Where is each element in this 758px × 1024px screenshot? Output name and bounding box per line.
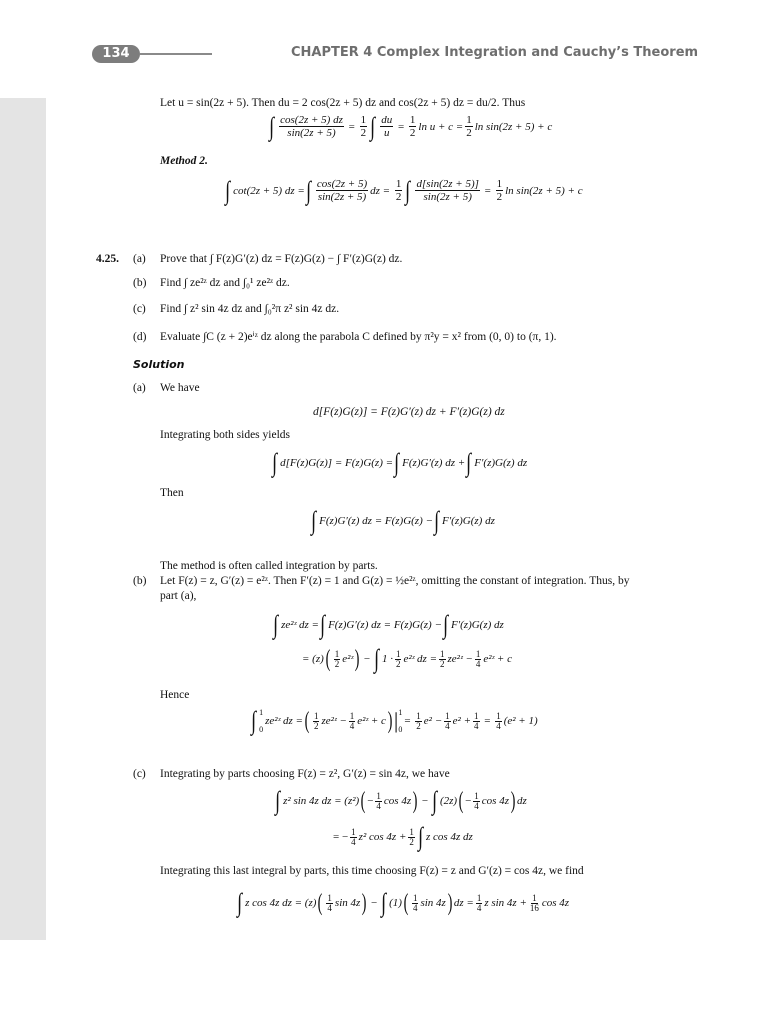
integral-sign: ∫	[370, 111, 376, 141]
fraction: $\frac{1}{2}$	[440, 648, 445, 669]
integral-sign: ∫	[433, 506, 439, 535]
fraction: $\frac{1}{4}$	[496, 710, 501, 731]
margin-shade	[0, 98, 46, 940]
solution-c-text: Integrating by parts choosing F(z) = z², G′(z) = sin 4z, we have	[160, 768, 450, 780]
solution-a-method: The method is often called integration by parts.	[160, 560, 378, 572]
problem-a-text: Prove that ∫ F(z)G′(z) dz = F(z)G(z) − ∫ F′(z)G(z) dz.	[160, 253, 403, 265]
fraction: $\frac{1}{4}$	[351, 826, 356, 847]
solution-b-text1: Let F(z) = z, G′(z) = e²ᶻ. Then F′(z) = 1 and G(z) = ½e²ᶻ, omitting the constant of integration. Thus, by	[160, 575, 630, 587]
solution-b-eq1: ∫ ze²ᶻ dz = ∫ F(z)G′(z) dz = F(z)G(z) − ∫ F′(z)G(z) dz	[273, 610, 504, 639]
solution-a-eq1: d[F(z)G(z)] = F(z)G′(z) dz + F′(z)G(z) dz	[313, 406, 505, 418]
integral-sign: ∫	[466, 448, 472, 477]
chapter-heading: CHAPTER 4 Complex Integration and Cauchy’s Theorem	[291, 45, 699, 60]
fraction: $\frac{1}{2}$	[416, 710, 421, 731]
intro-let-line: Let u = sin(2z + 5). Then du = 2 cos(2z + 5) dz and cos(2z + 5) dz = du/2. Thus	[160, 97, 526, 109]
problem-b-text: Find ∫ ze²ᶻ dz and ∫₀¹ ze²ᶻ dz.	[160, 277, 290, 289]
solution-b-eq2: = (z) ( $\frac{1}{2}$ e²ᶻ ) − ∫ 1 · $\frac{1}{2}$ e²ᶻ dz = $\frac{1}{2}$ ze²ᶻ − $\frac{1}{4}$ e²ᶻ + c	[302, 644, 512, 673]
solution-c-text2: Integrating this last integral by parts, this time choosing F(z) = z and G′(z) = cos 4z, we find	[160, 865, 584, 877]
fraction: $\frac{1}{16}$	[529, 892, 539, 913]
solution-b-hence: Hence	[160, 689, 190, 701]
fraction: $\frac{d[\sin(2z + 5)]}{\sin(2z + 5)}$	[416, 178, 479, 203]
integral-sign: ∫	[417, 822, 423, 851]
integral-sign: ∫	[381, 888, 387, 917]
solution-a-eq3: ∫ F(z)G′(z) dz = F(z)G(z) − ∫ F′(z)G(z) dz	[311, 506, 495, 535]
integral-sign: ∫	[442, 610, 448, 639]
fraction: $\frac{1}{2}$	[395, 178, 402, 203]
problem-number: 4.25.	[96, 253, 119, 265]
fraction: $\frac{1}{4}$	[475, 648, 481, 669]
integral-sign: ∫	[394, 448, 400, 477]
intro-equation-1: ∫ $\frac{\cos(2z + 5) dz}{\sin(2z + 5)}$ = $\frac{1}{2}$ ∫ $\frac{du}{u}$ = $\frac{1}{2}$ ln u + c = $\frac{1}{2}$ ln sin(2z + 5) + c	[269, 111, 553, 141]
integral-sign: ∫	[225, 175, 231, 205]
fraction: $\frac{1}{4}$	[445, 710, 450, 731]
page-number-badge: 134	[92, 45, 140, 63]
fraction: $\frac{1}{4}$	[474, 710, 479, 731]
method-2-label: Method 2.	[160, 155, 208, 167]
problem-b-label: (b)	[133, 277, 147, 289]
fraction: $\frac{1}{2}$	[466, 114, 472, 139]
integral-sign: ∫	[272, 448, 278, 477]
fraction: $\frac{1}{4}$	[412, 892, 418, 913]
fraction: $\frac{1}{2}$	[409, 114, 416, 139]
fraction: $\frac{1}{2}$	[395, 648, 401, 669]
integral-sign: ∫	[431, 786, 437, 815]
intro-equation-2: ∫ cot(2z + 5) dz = ∫ $\frac{\cos(2z + 5)}{\sin(2z + 5)}$ dz = $\frac{1}{2}$ ∫ $\frac{d[\sin(2z + 5)]}{\sin(2z + 5)}$ = $\frac{1}{2}$ ln sin(2z + 5) + c	[225, 175, 583, 205]
solution-a-eq2: ∫ d[F(z)G(z)] = F(z)G(z) = ∫ F(z)G′(z) dz + ∫ F′(z)G(z) dz	[272, 448, 528, 477]
header-rule	[140, 53, 212, 55]
fraction: $\frac{\cos(2z + 5)}{\sin(2z + 5)}$	[316, 178, 368, 203]
integral-sign: ∫	[311, 506, 317, 535]
solution-c-eq1: ∫ z² sin 4z dz = (z²) ( − $\frac{1}{4}$ cos 4z ) − ∫ (2z) ( − $\frac{1}{4}$ cos 4z ) dz	[275, 786, 527, 815]
fraction: $\frac{1}{2}$	[496, 178, 503, 203]
fraction: $\frac{du}{u}$	[381, 114, 393, 139]
integral-sign: ∫	[251, 706, 257, 735]
solution-b-text2: part (a),	[160, 590, 197, 602]
problem-d-text: Evaluate ∫C (z + 2)eⁱᶻ dz along the parabola C defined by π²y = x² from (0, 0) to (π, 1).	[160, 331, 557, 343]
integral-sign: ∫	[405, 175, 411, 205]
fraction: $\frac{1}{4}$	[327, 892, 332, 913]
fraction: $\frac{\cos(2z + 5) dz}{\sin(2z + 5)}$	[280, 114, 343, 139]
integral-sign: ∫	[237, 888, 243, 917]
integral-sign: ∫	[373, 644, 379, 673]
integral-sign: ∫	[320, 610, 326, 639]
fraction: $\frac{1}{4}$	[349, 710, 355, 731]
integral-limits: 1 0	[259, 708, 264, 734]
solution-c-label: (c)	[133, 768, 146, 780]
solution-heading: Solution	[133, 358, 185, 371]
fraction: $\frac{1}{4}$	[376, 790, 381, 811]
solution-b-eq3: ∫ 1 0 ze²ᶻ dz = ( $\frac{1}{2}$ ze²ᶻ − $\frac{1}{4}$ e²ᶻ + c ) | 1 0 = $\frac{1}{2}$ e² − $\frac{1}{4}$ e² + $\frac{1}{4}$ = $\frac{1}{4}$ (e² + 1)	[251, 706, 538, 735]
fraction: $\frac{1}{2}$	[334, 648, 340, 669]
integral-sign: ∫	[275, 786, 281, 815]
solution-a-integrating: Integrating both sides yields	[160, 429, 290, 441]
problem-c-label: (c)	[133, 303, 146, 315]
evaluation-limits: 1 0	[398, 708, 403, 734]
solution-a-then: Then	[160, 487, 184, 499]
fraction: $\frac{1}{4}$	[476, 892, 482, 913]
fraction: $\frac{1}{2}$	[360, 114, 367, 139]
solution-a-intro: We have	[160, 382, 200, 394]
integral-sign: ∫	[273, 610, 279, 639]
integral-sign: ∫	[305, 175, 311, 205]
fraction: $\frac{1}{2}$	[313, 710, 319, 731]
problem-c-text: Find ∫ z² sin 4z dz and ∫₀²π z² sin 4z dz.	[160, 303, 340, 315]
problem-a-label: (a)	[133, 253, 146, 265]
solution-a-label: (a)	[133, 382, 146, 394]
solution-c-eq2: = − $\frac{1}{4}$ z² cos 4z + $\frac{1}{2}$ ∫ z cos 4z dz	[333, 822, 473, 851]
fraction: $\frac{1}{2}$	[409, 826, 414, 847]
solution-c-eq3: ∫ z cos 4z dz = (z) ( $\frac{1}{4}$ sin 4z ) − ∫ (1) ( $\frac{1}{4}$ sin 4z ) dz = $\frac{1}{4}$ z sin 4z + $\frac{1}{16}$ cos 4z	[237, 888, 570, 917]
solution-b-label: (b)	[133, 575, 147, 587]
fraction: $\frac{1}{4}$	[474, 790, 479, 811]
integral-sign: ∫	[269, 111, 275, 141]
problem-d-label: (d)	[133, 331, 147, 343]
